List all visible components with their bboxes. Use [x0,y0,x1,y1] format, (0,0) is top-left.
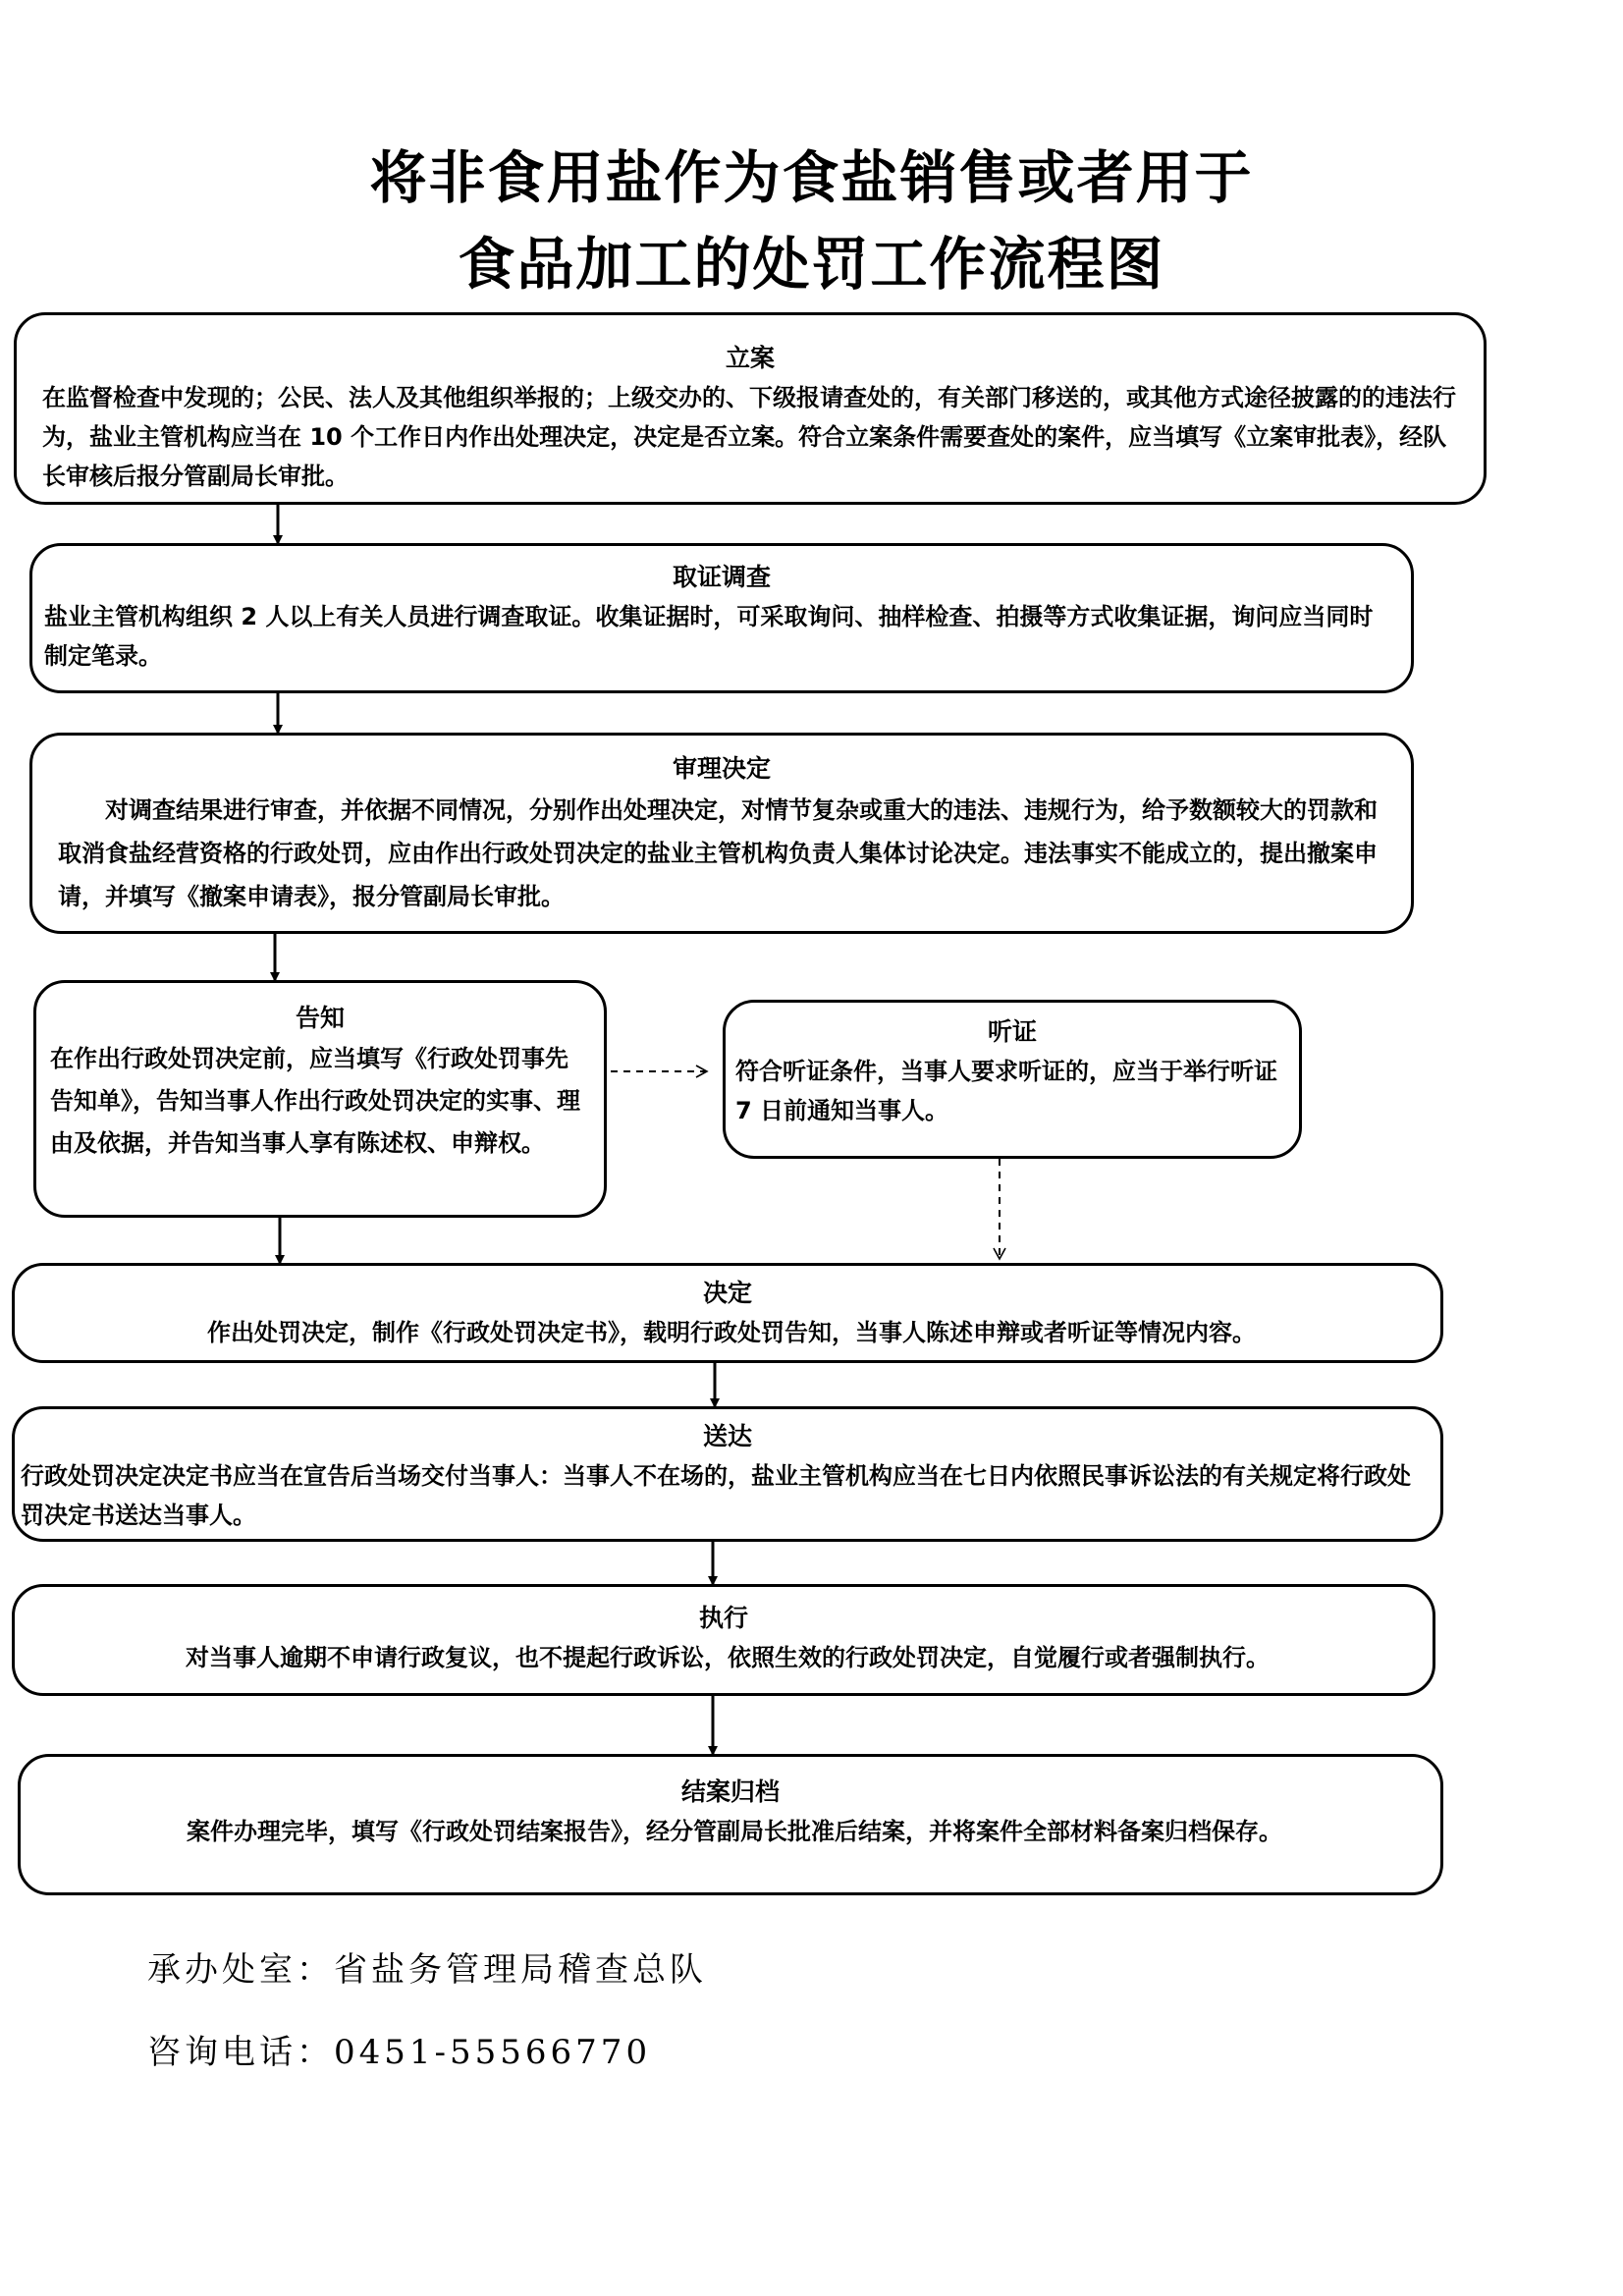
step-lian [14,312,1487,505]
step-quzheng-title: 取证调查 [672,563,771,591]
step-gaozhi [33,980,607,1218]
step-jueding-text: 作出处罚决定，制作《行政处罚决定书》，载明行政处罚告知，当事人陈述申辩或者听证等情况内容。 [207,1319,1256,1346]
page-title-line2: 食品加工的处罚工作流程图 [458,231,1165,298]
step-tingzheng-title: 听证 [987,1017,1037,1046]
step-songda-text: 行政处罚决定决定书应当在宣告后当场交付当事人：当事人不在场的，盐业主管机构应当在七日内依照民事诉讼法的有关规定将行政处罚决定书送达当事人。 [21,1462,1411,1529]
page-title-line1: 将非食用盐作为食盐销售或者用于 [369,144,1254,211]
step-jiean-title: 结案归档 [680,1777,780,1806]
step-shenli [29,733,1414,934]
step-shenli-text: 对调查结果进行审查，并依据不同情况，分别作出处理决定，对情节复杂或重大的违法、违规行为，给予数额较大的罚款和取消食盐经营资格的行政处罚，应由作出行政处罚决定的盐业主管机构负责人集体讨论决定。违法事实不能成立的，提出撤案申请，并填写《撤案申请表》，报分管副局长审批。 [58,796,1378,910]
step-zhixing-text: 对当事人逾期不申请行政复议，也不提起行政诉讼，依照生效的行政处罚决定，自觉履行或者强制执行。 [186,1644,1270,1671]
step-lian-text: 在监督检查中发现的；公民、法人及其他组织举报的；上级交办的、下级报请查处的，有关部门移送的，或其他方式途径披露的的违法行为，盐业主管机构应当在 10 个工作日内作出处理决定，决定是否立案。符合立案条件需要查处的案件，应当填写《立案审批表》，经队长审核后报分管副局长审批。 [42,384,1456,490]
step-lian-title: 立案 [725,344,775,372]
step-zhixing-title: 执行 [698,1604,748,1632]
step-shenli-title: 审理决定 [672,754,771,783]
footer-phone: 咨询电话：0451-55566770 [147,2033,652,2072]
step-quzheng [29,543,1414,693]
step-zhixing [12,1584,1435,1696]
step-jueding-title: 决定 [702,1279,752,1307]
step-gaozhi-text: 在作出行政处罚决定前，应当填写《行政处罚事先告知单》，告知当事人作出行政处罚决定的实事、理由及依据，并告知当事人享有陈述权、申辩权。 [50,1045,580,1157]
step-jueding [12,1263,1443,1363]
step-gaozhi-title: 告知 [295,1004,345,1032]
step-tingzheng [723,1000,1302,1159]
step-jiean-text: 案件办理完毕，填写《行政处罚结案报告》，经分管副局长批准后结案，并将案件全部材料备案归档保存。 [187,1818,1282,1845]
footer-office: 承办处室：省盐务管理局稽查总队 [147,1950,707,1990]
step-songda [12,1406,1443,1542]
step-songda-title: 送达 [702,1422,752,1450]
step-jiean [18,1754,1443,1895]
step-quzheng-text: 盐业主管机构组织 2 人以上有关人员进行调查取证。收集证据时，可采取询问、抽样检查、拍摄等方式收集证据，询问应当同时制定笔录。 [44,603,1374,670]
step-tingzheng-text: 符合听证条件，当事人要求听证的，应当于举行听证 7 日前通知当事人。 [735,1058,1277,1124]
